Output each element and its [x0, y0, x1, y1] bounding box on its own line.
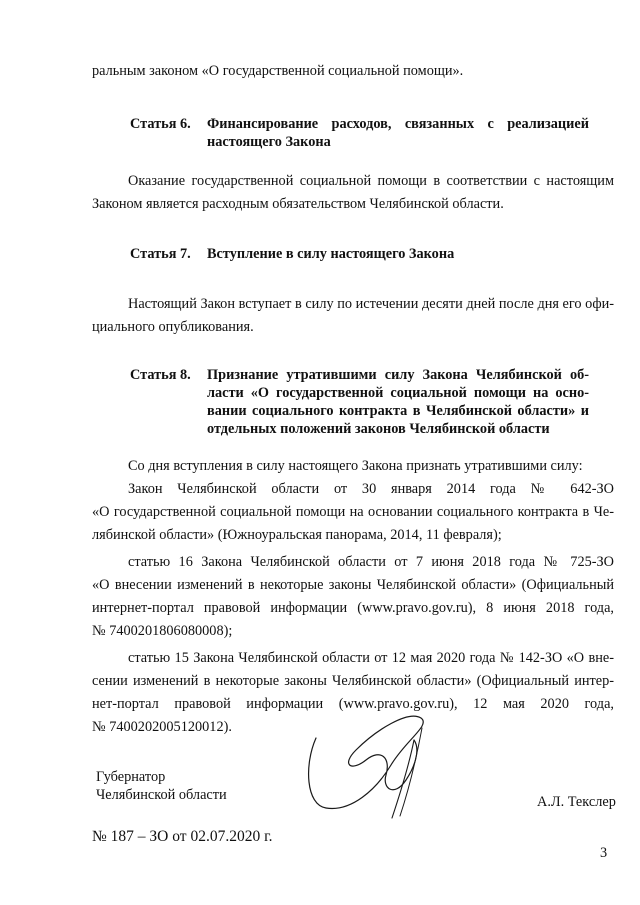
article-8-title-line: отдельных положений законов Челябинской области — [207, 421, 550, 437]
text-line: статью 15 Закона Челябинской области от 12 мая 2020 года № 142-ЗО «О вне- — [128, 650, 614, 666]
text-line: Со дня вступления в силу настоящего Закона признать утратившими силу: — [128, 458, 583, 474]
article-8-title-line: Признание утратившими силу Закона Челябинской об- — [207, 367, 589, 383]
text-line: № 7400202005120012). — [92, 719, 232, 735]
article-7-number: Статья 7. — [130, 246, 191, 262]
text-line: нет-портал правовой информации (www.pravo.gov.ru), 12 мая 2020 года, — [92, 696, 614, 712]
text-line: лябинской области» (Южноуральская панорама, 2014, 11 февраля); — [92, 527, 502, 543]
text-line: «О государственной социальной помощи на основании социального контракта в Че- — [92, 504, 614, 520]
article-8-number: Статья 8. — [130, 367, 191, 383]
article-7-title-line: Вступление в силу настоящего Закона — [207, 246, 455, 262]
text-line: Настоящий Закон вступает в силу по истечении десяти дней после дня его офи- — [128, 296, 614, 312]
article-6-title-line: настоящего Закона — [207, 134, 331, 150]
text-line: № 7400201806080008); — [92, 623, 233, 639]
signatory-position: Губернатор — [96, 769, 166, 785]
text-line: Оказание государственной социальной помощи в соответствии с настоящим — [128, 173, 614, 189]
text-line: Закон Челябинской области от 30 января 2014 года № 642-ЗО — [128, 481, 614, 497]
page-number: 3 — [600, 845, 608, 861]
document-number: № 187 – ЗО от 02.07.2020 г. — [92, 828, 273, 845]
text-line: «О внесении изменений в некоторые законы Челябинской области» (Официальный — [92, 577, 614, 593]
text-line: циального опубликования. — [92, 319, 254, 335]
article-6-title-line: Финансирование расходов, связанных с реализацией — [207, 116, 589, 132]
text-line: статью 16 Закона Челябинской области от 7 июня 2018 года № 725-ЗО — [128, 554, 614, 570]
article-6-number: Статья 6. — [130, 116, 191, 132]
handwritten-signature-icon — [296, 710, 446, 820]
article-8-title-line: ласти «О государственной социальной помощи на осно- — [207, 385, 589, 401]
text-line: ральным законом «О государственной социальной помощи». — [92, 63, 464, 79]
signatory-position: Челябинской области — [96, 787, 227, 803]
article-8-title-line: вании социального контракта в Челябинской области» и — [207, 403, 589, 419]
text-line: интернет-портал правовой информации (www.pravo.gov.ru), 8 июня 2018 года, — [92, 600, 614, 616]
text-line: сении изменений в некоторые законы Челябинской области» (Официальный интер- — [92, 673, 614, 689]
signatory-name: А.Л. Текслер — [537, 794, 616, 810]
text-line: Законом является расходным обязательством Челябинской области. — [92, 196, 504, 212]
